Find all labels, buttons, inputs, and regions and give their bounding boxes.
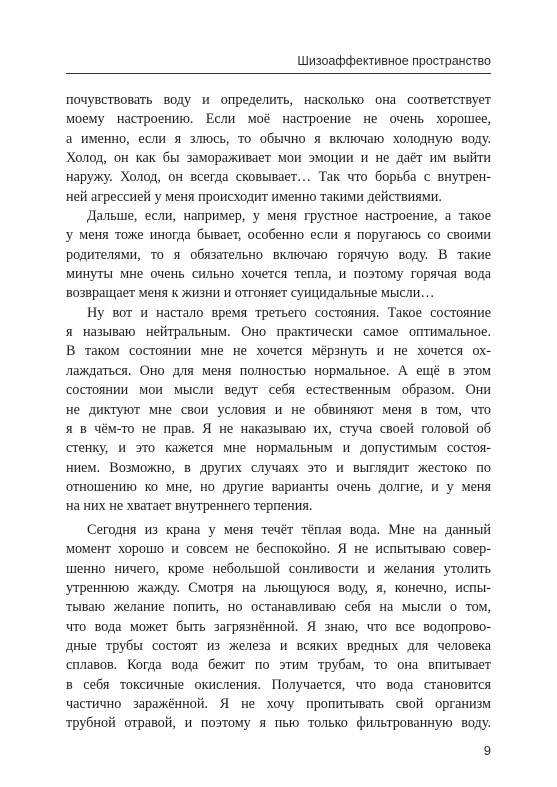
text-line: трубной отравой, и поэтому я пью только фильтрованную воду. <box>66 715 491 732</box>
text-line: возвращает меня к жизни и отгоняет суицидальные мысли… <box>66 285 435 302</box>
running-header-title: Шизоаффективное пространство <box>297 54 491 68</box>
text-line: тываю желание попить, но останавливаю себя на мысли о том, <box>66 599 491 616</box>
text-line: Сегодня из крана у меня течёт тёплая вода. Мне на данный <box>87 522 491 538</box>
text-line: лаждаться. Оно для меня полностью нормальное. А ещё в этом <box>66 362 491 379</box>
text-line: а именно, если я злюсь, то обычно я включаю холодную воду. <box>66 130 491 147</box>
page-number: 9 <box>483 743 491 758</box>
text-line: дные трубы состоят из железа и всяких вредных для человека <box>66 638 491 655</box>
text-line: в себя токсичные окисления. Получается, что вода становится <box>66 676 491 693</box>
text-line: В таком состоянии мне не хочется мёрзнуть и не хочется ох- <box>66 343 491 360</box>
text-line: Холод, он как бы замораживает мои эмоции и не даёт им выйти <box>66 150 491 167</box>
text-line: утреннюю жажду. Смотря на льющуюся воду, я, конечно, испы- <box>66 580 491 597</box>
running-header <box>66 52 491 74</box>
text-line: не диктуют мне свои условия и не обвиняют меня в том, что <box>66 401 491 418</box>
text-line: минуты мне очень сильно хочется тепла, и поэтому горячая вода <box>66 266 491 283</box>
text-line: Дальше, если, например, у меня грустное настроение, а такое <box>87 208 491 225</box>
text-line: что вода может быть загрязнённой. Я знаю, что все водопрово- <box>66 618 491 635</box>
body-text-block-1 <box>66 91 491 517</box>
text-line: нием. Возможно, в других случаях это и выглядит жестоко по <box>66 459 491 476</box>
body-text-block-2 <box>66 521 491 734</box>
text-line: состоянии мои мысли ведут себя естественным образом. Они <box>66 382 491 399</box>
text-line: ней агрессией у меня происходит именно такими действиями. <box>66 188 442 205</box>
text-line: Ну вот и настало время третьего состояния. Такое состояние <box>87 304 491 321</box>
text-line: у меня тоже иногда бывает, особенно если я поругаюсь со своими <box>66 227 491 244</box>
text-line: стенку, и это кажется мне нормальным и допустимым состоя- <box>66 440 491 457</box>
text-line: отношению ко мне, но другие варианты очень долгие, и у меня <box>66 478 491 495</box>
text-line: наружу. Холод, он всегда сковывает… Так что борьба с внутрен- <box>66 169 491 186</box>
text-line: я называю нейтральным. Оно практически самое оптимальное. <box>66 324 491 341</box>
text-line: на них не хватает внутреннего терпения. <box>66 498 313 515</box>
text-line: сплавов. Когда вода бежит по этим трубам, то она впитывает <box>66 657 491 674</box>
text-line: родителями, то я обязательно включаю горячую воду. В такие <box>66 246 491 263</box>
text-line: момент хорошо и совсем не беспокойно. Я не испытываю совер- <box>66 541 491 558</box>
text-line: почувствовать воду и определить, насколько она соответствует <box>66 92 491 108</box>
text-line: частично заражённой. Я не хочу пропитывать свой организм <box>66 696 491 713</box>
text-line: я в чём-то не прав. Я не наказываю их, стуча своей головой об <box>66 420 491 437</box>
text-line: шенно ничего, кроме небольшой сонливости и желания утолить <box>66 560 491 577</box>
text-line: моему настроению. Если моё настроение не очень хорошее, <box>66 111 491 128</box>
